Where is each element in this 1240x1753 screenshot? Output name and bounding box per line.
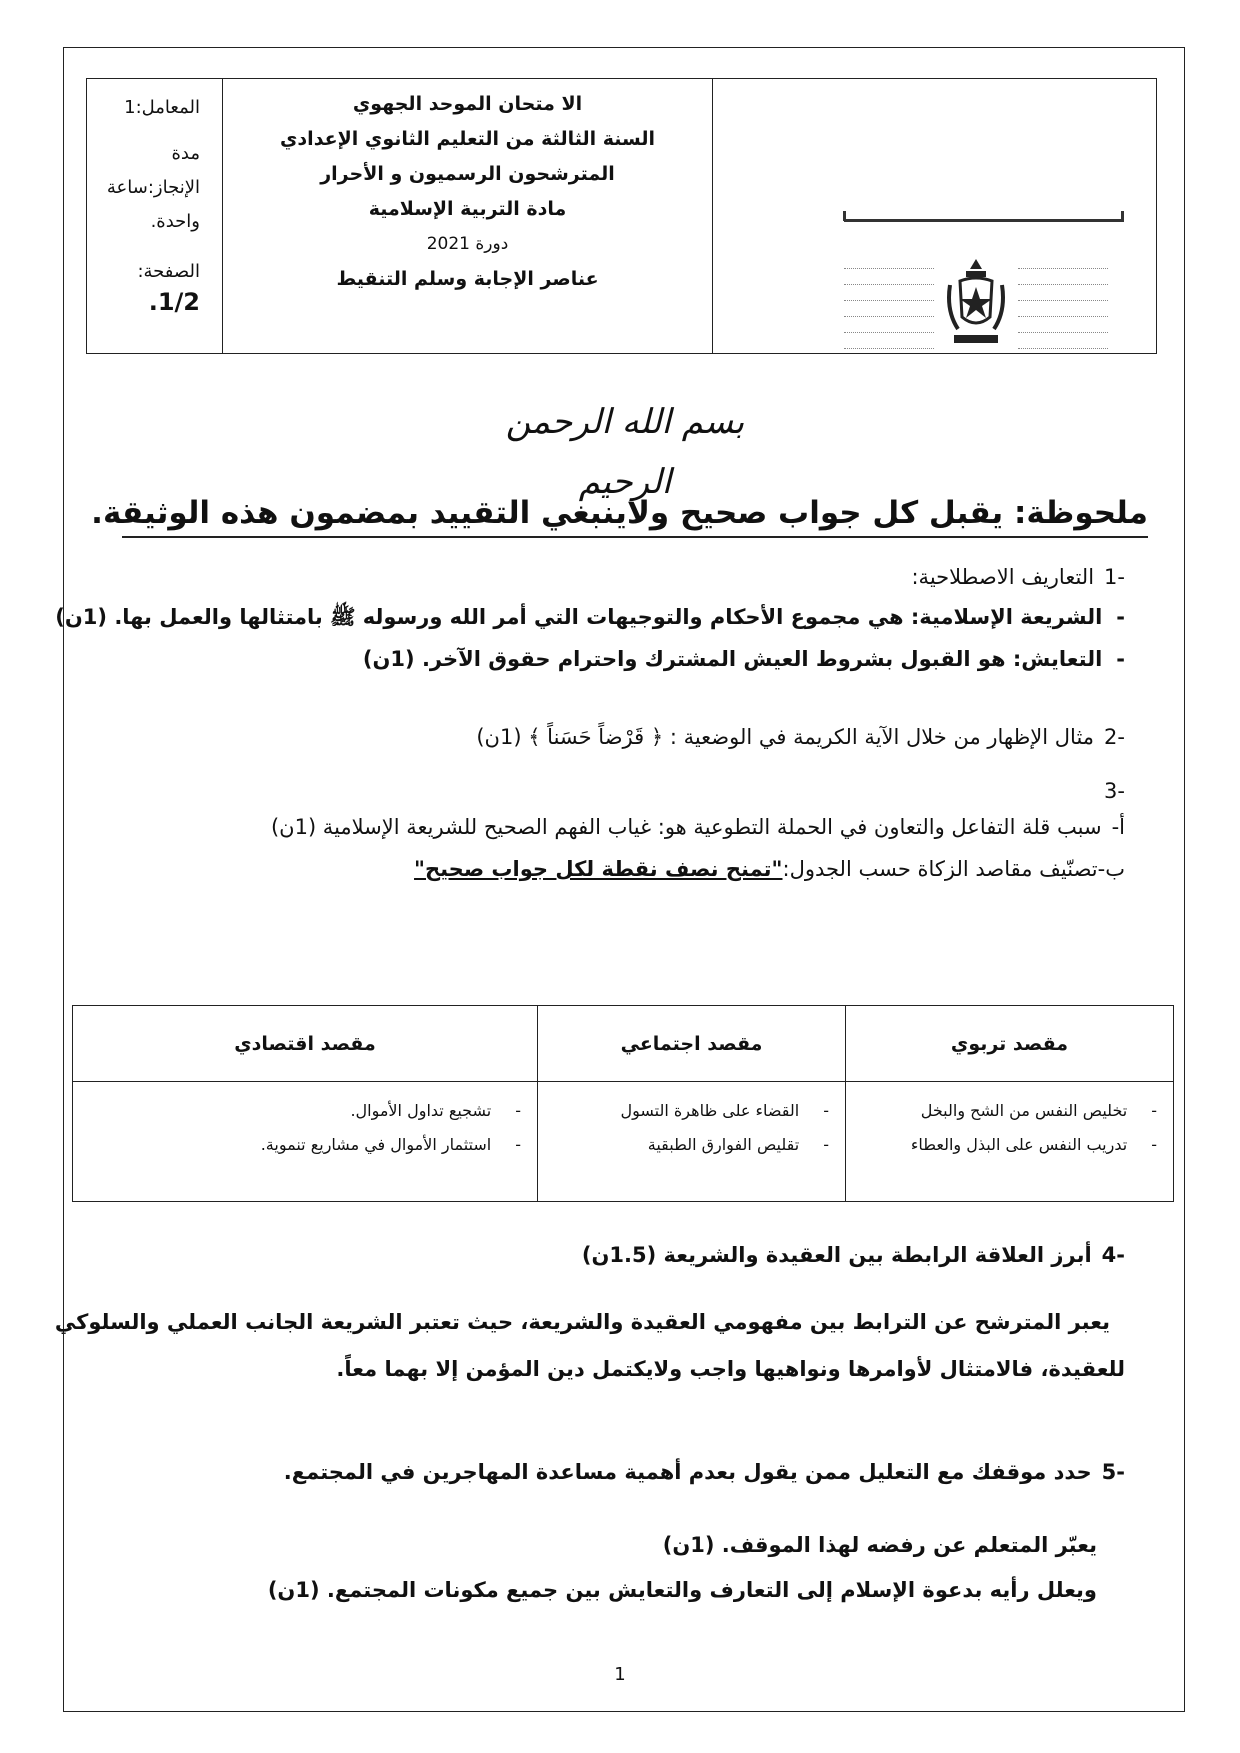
exam-title: الا متحان الموحد الجهوي: [352, 93, 583, 115]
exam-candidates: المترشحون الرسميون و الأحرار: [320, 163, 615, 185]
table-header: مقصد اجتماعي: [538, 1006, 846, 1082]
royal-emblem-icon: [944, 255, 1008, 351]
table-header-row: [73, 1006, 1174, 1082]
ministry-logo-cell: [712, 79, 1156, 353]
logo-latin-lines: [844, 258, 934, 349]
q5-title: حدد موقفك مع التعليل ممن يقول بعدم أهمية مساعدة المهاجرين في المجتمع.: [283, 1460, 1092, 1484]
page-label: الصفحة:: [137, 261, 200, 282]
q1-answer-2: -التعايش: هو القبول بشروط العيش المشترك واحترام حقوق الآخر. (1ن): [362, 647, 1125, 671]
q2-number: -2: [1104, 725, 1125, 749]
note-underline: [122, 536, 1148, 538]
q3-b-text: تصنّيف مقاصد الزكاة حسب الجدول:: [782, 857, 1098, 881]
q4-answer-line-2: للعقيدة، فالامتثال لأوامرها ونواهيها واجب ولايكتمل دين المؤمن إلا بهما معاً.: [336, 1357, 1125, 1381]
exam-session: دورة 2021: [426, 234, 509, 254]
duration: مدة الإنجاز:ساعة واحدة.: [106, 143, 200, 232]
q1-heading: [911, 562, 1125, 592]
table-header: مقصد اقتصادي: [73, 1006, 538, 1082]
exam-header: [86, 78, 1157, 354]
q1-number: -1: [1104, 565, 1125, 589]
q3-number: -3: [1104, 779, 1125, 803]
q5-number: -5: [1101, 1460, 1125, 1484]
logo-arabic-lines: [1018, 258, 1108, 349]
table-header: مقصد تربوي: [846, 1006, 1174, 1082]
page-value: 1/2.: [148, 288, 200, 316]
q1-title: التعاريف الاصطلاحية:: [911, 565, 1095, 589]
q4-title: أبرز العلاقة الرابطة بين العقيدة والشريعة (1.5ن): [581, 1243, 1092, 1267]
q3-a: أ-سبب قلة التفاعل والتعاون في الحملة التطوعية هو: غياب الفهم الصحيح للشريعة الإسلامية (1ن): [270, 815, 1125, 839]
q5-answer-line-1: يعبّر المتعلم عن رفضه لهذا الموقف. (1ن): [662, 1533, 1097, 1557]
basmala: بسم الله الرحمن الرحيم: [505, 402, 745, 502]
table-row: [73, 1082, 1174, 1202]
q4-number: -4: [1101, 1243, 1125, 1267]
q5-heading: [284, 1457, 1125, 1487]
q3-b-note: "تمنح نصف نقطة لكل جواب صحيح": [414, 857, 783, 881]
q3-a-text: سبب قلة التفاعل والتعاون في الحملة التطوعية هو: غياب الفهم الصحيح للشريعة الإسلامية (1ن): [270, 815, 1102, 839]
ministry-logo: [826, 231, 1126, 375]
exam-subject: مادة التربية الإسلامية: [368, 198, 567, 220]
q2: [476, 722, 1125, 752]
coefficient: المعامل:1: [124, 97, 200, 118]
exam-title-block: [222, 79, 712, 353]
q2-text: مثال الإظهار من خلال الآية الكريمة في الوضعية : ﴿ قَرْضاً حَسَناً ﴾ (1ن): [476, 725, 1095, 749]
table-cell-economic: -تشجيع تداول الأموال. -استثمار الأموال في مشاريع تنموية.: [73, 1082, 538, 1202]
q1-answer-1: -الشريعة الإسلامية: هي مجموع الأحكام والتوجيهات التي أمر الله ورسوله ﷺ بامتثالها والعمل بها. (1ن): [55, 605, 1125, 629]
logo-rule: [844, 219, 1124, 222]
page-indicator: [97, 257, 200, 320]
exam-level: السنة الثالثة من التعليم الثانوي الإعدادي: [280, 128, 655, 150]
q5-answer-line-2: ويعلل رأيه بدعوة الإسلام إلى التعارف والتعايش بين جميع مكونات المجتمع. (1ن): [267, 1578, 1097, 1602]
q4-answer-line-1: يعبر المترشح عن الترابط بين مفهومي العقيدة والشريعة، حيث تعتبر الشريعة الجانب العملي والسلوكي: [54, 1310, 1110, 1334]
q4-heading: [582, 1240, 1125, 1270]
exam-info-cell: [87, 79, 222, 353]
grading-note: ملحوظة: يقبل كل جواب صحيح ولاينبغي التقييد بمضمون هذه الوثيقة.: [91, 495, 1148, 531]
page-number: 1: [614, 1664, 626, 1685]
table-cell-educational: -تخليص النفس من الشح والبخل -تدريب النفس على البذل والعطاء: [846, 1082, 1174, 1202]
zakat-objectives-table: [72, 1005, 1174, 1202]
table-cell-social: -القضاء على ظاهرة التسول -تقليص الفوارق الطبقية: [538, 1082, 846, 1202]
exam-doc-type: عناصر الإجابة وسلم التنقيط: [336, 268, 599, 290]
q3-b: ب-تصنّيف مقاصد الزكاة حسب الجدول:"تمنح نصف نقطة لكل جواب صحيح": [414, 857, 1125, 881]
